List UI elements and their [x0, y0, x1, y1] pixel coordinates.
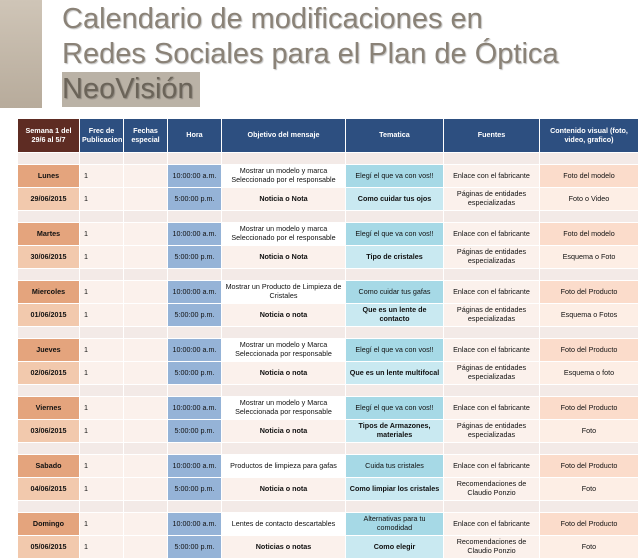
cell-source: Enlace con el fabricante: [444, 339, 540, 362]
spacer-cell: [124, 385, 168, 397]
cell-visual: Foto: [540, 420, 638, 443]
cell-objective: Mostrar un Producto de Limpieza de Cristales: [222, 281, 346, 304]
cell-visual: Esquema o Foto: [540, 246, 638, 269]
spacer-cell: [346, 501, 444, 513]
slide-title: [62, 2, 632, 107]
cell-source: Enlace con el fabricante: [444, 165, 540, 188]
spacer-cell: [346, 385, 444, 397]
cell-hour: 10:00:00 a.m.: [168, 281, 222, 304]
cell-topic: Que es un lente multifocal: [346, 362, 444, 385]
spacer-cell: [18, 443, 80, 455]
cell-special-date: [124, 304, 168, 327]
spacer-cell: [124, 443, 168, 455]
header-sources: Fuentes: [444, 119, 540, 153]
cell-day: 03/06/2015: [18, 420, 80, 443]
header-week: Semana 1 del 29/6 al 5/7: [18, 119, 80, 153]
spacer-cell: [168, 501, 222, 513]
spacer-cell: [540, 327, 638, 339]
cell-hour: 10:00:00 a.m.: [168, 223, 222, 246]
spacer-cell: [346, 327, 444, 339]
spacer-cell: [346, 443, 444, 455]
spacer-cell: [124, 501, 168, 513]
cell-visual: Foto del Producto: [540, 513, 638, 536]
cell-special-date: [124, 188, 168, 211]
cell-topic: Elegí el que va con vos!!: [346, 397, 444, 420]
header-special-dates: Fechas especial: [124, 119, 168, 153]
cell-frequency: 1: [80, 478, 124, 501]
cell-source: Enlace con el fabricante: [444, 455, 540, 478]
cell-objective: Mostrar un modelo y marca Seleccionado por el responsable: [222, 223, 346, 246]
table-header-row: [18, 119, 638, 153]
spacer-cell: [80, 269, 124, 281]
cell-topic: Elegí el que va con vos!!: [346, 223, 444, 246]
spacer-row: [18, 153, 638, 165]
spacer-cell: [168, 269, 222, 281]
spacer-cell: [80, 443, 124, 455]
spacer-cell: [168, 327, 222, 339]
spacer-cell: [444, 327, 540, 339]
cell-hour: 5:00:00 p.m.: [168, 362, 222, 385]
spacer-cell: [124, 327, 168, 339]
spacer-cell: [168, 443, 222, 455]
cell-visual: Foto o Video: [540, 188, 638, 211]
spacer-cell: [168, 153, 222, 165]
cell-objective: Noticia o nota: [222, 304, 346, 327]
cell-special-date: [124, 339, 168, 362]
cell-special-date: [124, 165, 168, 188]
cell-source: Páginas de entidades especializadas: [444, 188, 540, 211]
spacer-cell: [222, 327, 346, 339]
spacer-row: [18, 269, 638, 281]
cell-objective: Mostrar un modelo y Marca Seleccionada por responsable: [222, 397, 346, 420]
spacer-cell: [80, 501, 124, 513]
cell-topic: Que es un lente de contacto: [346, 304, 444, 327]
cell-source: Páginas de entidades especializadas: [444, 362, 540, 385]
schedule-table: [17, 118, 638, 559]
table-row: [18, 420, 638, 443]
cell-frequency: 1: [80, 339, 124, 362]
spacer-cell: [222, 211, 346, 223]
cell-day: 05/06/2015: [18, 536, 80, 559]
cell-hour: 5:00:00 p.m.: [168, 420, 222, 443]
cell-hour: 10:00:00 a.m.: [168, 397, 222, 420]
cell-day: Sabado: [18, 455, 80, 478]
cell-visual: Foto del modelo: [540, 223, 638, 246]
cell-source: Recomendaciones de Claudio Ponzio: [444, 536, 540, 559]
cell-day: 04/06/2015: [18, 478, 80, 501]
cell-frequency: 1: [80, 397, 124, 420]
cell-hour: 10:00:00 a.m.: [168, 165, 222, 188]
spacer-cell: [80, 385, 124, 397]
cell-visual: Esquema o Fotos: [540, 304, 638, 327]
cell-day: Lunes: [18, 165, 80, 188]
cell-special-date: [124, 397, 168, 420]
cell-source: Páginas de entidades especializadas: [444, 304, 540, 327]
cell-hour: 5:00:00 p.m.: [168, 478, 222, 501]
cell-topic: Tipos de Armazones, materiales: [346, 420, 444, 443]
cell-objective: Lentes de contacto descartables: [222, 513, 346, 536]
cell-objective: Noticias o notas: [222, 536, 346, 559]
cell-special-date: [124, 362, 168, 385]
cell-objective: Noticia o Nota: [222, 246, 346, 269]
spacer-row: [18, 385, 638, 397]
spacer-cell: [346, 269, 444, 281]
spacer-cell: [222, 385, 346, 397]
spacer-cell: [444, 211, 540, 223]
spacer-cell: [444, 385, 540, 397]
header-visual-content: Contenido visual (foto, video, grafico): [540, 119, 638, 153]
cell-day: 01/06/2015: [18, 304, 80, 327]
cell-hour: 10:00:00 a.m.: [168, 455, 222, 478]
cell-special-date: [124, 513, 168, 536]
cell-source: Enlace con el fabricante: [444, 397, 540, 420]
spacer-cell: [80, 327, 124, 339]
cell-hour: 5:00:00 p.m.: [168, 304, 222, 327]
cell-source: Páginas de entidades especializadas: [444, 246, 540, 269]
table-row: [18, 304, 638, 327]
spacer-cell: [444, 501, 540, 513]
spacer-cell: [80, 211, 124, 223]
spacer-row: [18, 443, 638, 455]
table-row: [18, 339, 638, 362]
table-row: [18, 455, 638, 478]
cell-visual: Foto del Producto: [540, 455, 638, 478]
table-row: [18, 165, 638, 188]
cell-day: Viernes: [18, 397, 80, 420]
title-line-3: NeoVisión: [62, 72, 200, 107]
cell-day: Jueves: [18, 339, 80, 362]
cell-objective: Noticia o nota: [222, 362, 346, 385]
spacer-cell: [540, 501, 638, 513]
spacer-row: [18, 211, 638, 223]
cell-source: Recomendaciones de Claudio Ponzio: [444, 478, 540, 501]
cell-special-date: [124, 420, 168, 443]
cell-frequency: 1: [80, 455, 124, 478]
cell-source: Enlace con el fabricante: [444, 223, 540, 246]
spacer-cell: [222, 443, 346, 455]
spacer-cell: [18, 501, 80, 513]
cell-visual: Foto: [540, 536, 638, 559]
table-row: [18, 513, 638, 536]
cell-topic: Como elegir: [346, 536, 444, 559]
spacer-cell: [444, 443, 540, 455]
table-body: [18, 153, 638, 559]
table-row: [18, 478, 638, 501]
spacer-cell: [222, 501, 346, 513]
cell-frequency: 1: [80, 188, 124, 211]
cell-visual: Foto del Producto: [540, 397, 638, 420]
spacer-cell: [18, 153, 80, 165]
cell-visual: Esquema o foto: [540, 362, 638, 385]
cell-source: Enlace con el fabricante: [444, 281, 540, 304]
spacer-cell: [346, 211, 444, 223]
cell-frequency: 1: [80, 281, 124, 304]
cell-topic: Alternativas para tu comodidad: [346, 513, 444, 536]
spacer-cell: [540, 269, 638, 281]
header-objective: Objetivo del mensaje: [222, 119, 346, 153]
cell-objective: Noticia o Nota: [222, 188, 346, 211]
cell-special-date: [124, 246, 168, 269]
cell-topic: Como limpiar los cristales: [346, 478, 444, 501]
table-row: [18, 246, 638, 269]
spacer-cell: [124, 211, 168, 223]
cell-frequency: 1: [80, 165, 124, 188]
spacer-cell: [18, 385, 80, 397]
cell-frequency: 1: [80, 536, 124, 559]
cell-day: Domingo: [18, 513, 80, 536]
spacer-cell: [540, 385, 638, 397]
cell-special-date: [124, 223, 168, 246]
spacer-cell: [540, 211, 638, 223]
table-row: [18, 188, 638, 211]
cell-day: 02/06/2015: [18, 362, 80, 385]
spacer-cell: [18, 327, 80, 339]
cell-objective: Productos de limpieza para gafas: [222, 455, 346, 478]
spacer-cell: [222, 269, 346, 281]
cell-visual: Foto del Producto: [540, 281, 638, 304]
cell-day: Martes: [18, 223, 80, 246]
spacer-cell: [222, 153, 346, 165]
cell-objective: Mostrar un modelo y marca Seleccionado por el responsable: [222, 165, 346, 188]
cell-topic: Tipo de cristales: [346, 246, 444, 269]
spacer-cell: [168, 211, 222, 223]
cell-frequency: 1: [80, 362, 124, 385]
cell-frequency: 1: [80, 420, 124, 443]
cell-objective: Mostrar un modelo y Marca Seleccionada por responsable: [222, 339, 346, 362]
cell-visual: Foto: [540, 478, 638, 501]
spacer-cell: [18, 211, 80, 223]
spacer-cell: [124, 153, 168, 165]
cell-special-date: [124, 478, 168, 501]
table-row: [18, 536, 638, 559]
cell-special-date: [124, 455, 168, 478]
title-line-1: Calendario de modificaciones en: [62, 2, 632, 37]
cell-source: Enlace con el fabricante: [444, 513, 540, 536]
cell-topic: Cuida tus cristales: [346, 455, 444, 478]
cell-topic: Elegí el que va con vos!!: [346, 165, 444, 188]
cell-hour: 5:00:00 p.m.: [168, 536, 222, 559]
table-row: [18, 223, 638, 246]
cell-objective: Noticia o nota: [222, 420, 346, 443]
cell-hour: 10:00:00 a.m.: [168, 339, 222, 362]
spacer-row: [18, 501, 638, 513]
spacer-cell: [444, 269, 540, 281]
cell-source: Páginas de entidades especializadas: [444, 420, 540, 443]
spacer-cell: [124, 269, 168, 281]
spacer-cell: [444, 153, 540, 165]
title-line-2: Redes Sociales para el Plan de Óptica: [62, 37, 632, 72]
cell-frequency: 1: [80, 513, 124, 536]
cell-special-date: [124, 281, 168, 304]
spacer-cell: [18, 269, 80, 281]
cell-hour: 5:00:00 p.m.: [168, 246, 222, 269]
table-row: [18, 362, 638, 385]
cell-special-date: [124, 536, 168, 559]
table-row: [18, 397, 638, 420]
header-topic: Tematica: [346, 119, 444, 153]
spacer-cell: [540, 443, 638, 455]
cell-day: 29/06/2015: [18, 188, 80, 211]
spacer-cell: [168, 385, 222, 397]
cell-topic: Como cuidar tus ojos: [346, 188, 444, 211]
spacer-cell: [80, 153, 124, 165]
spacer-cell: [540, 153, 638, 165]
title-accent-bar: [0, 0, 42, 108]
cell-hour: 5:00:00 p.m.: [168, 188, 222, 211]
spacer-cell: [346, 153, 444, 165]
cell-frequency: 1: [80, 246, 124, 269]
cell-day: 30/06/2015: [18, 246, 80, 269]
cell-topic: Elegí el que va con vos!!: [346, 339, 444, 362]
cell-frequency: 1: [80, 304, 124, 327]
cell-visual: Foto del Producto: [540, 339, 638, 362]
cell-day: Miercoles: [18, 281, 80, 304]
cell-topic: Como cuidar tus gafas: [346, 281, 444, 304]
cell-visual: Foto del modelo: [540, 165, 638, 188]
header-frequency: Frec de Publicacion: [80, 119, 124, 153]
cell-objective: Noticia o nota: [222, 478, 346, 501]
table-row: [18, 281, 638, 304]
header-hour: Hora: [168, 119, 222, 153]
cell-hour: 10:00:00 a.m.: [168, 513, 222, 536]
cell-frequency: 1: [80, 223, 124, 246]
spacer-row: [18, 327, 638, 339]
